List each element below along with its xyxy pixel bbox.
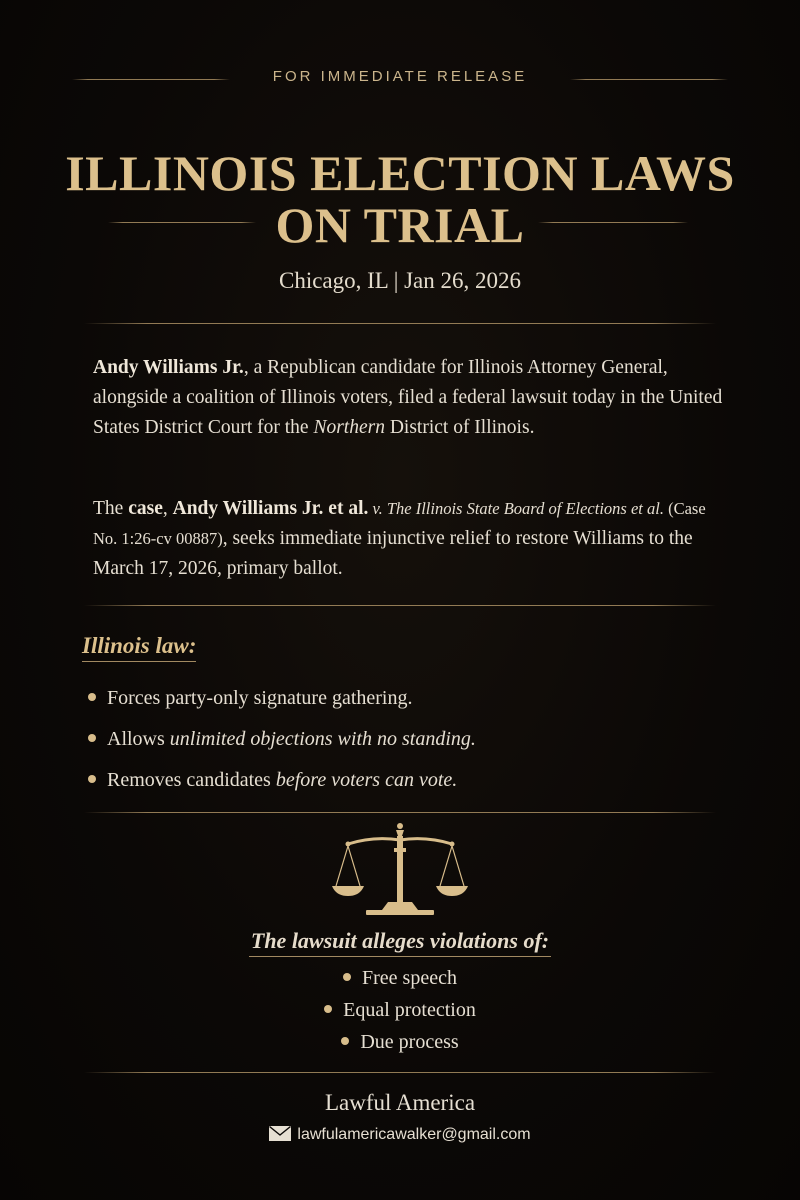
case-paragraph [93,494,723,584]
item-italic: unlimited objections with no standing. [169,728,476,750]
violations-heading-wrap [0,928,800,957]
list-item [88,725,476,766]
violations-list [0,964,800,1060]
case-plaintiff: Andy Williams Jr. et al. [172,498,369,519]
list-item [0,1028,800,1060]
contact-email [0,1126,800,1144]
headline-line-2: ON TRIAL [275,197,525,253]
bullet-icon [343,973,351,981]
case-text-rest: , seeks immediate injunctive relief to restore Williams to the March 17, 2026, primary ballot. [93,528,693,579]
list-item [0,964,800,996]
violation-label: Free speech [362,967,457,989]
bullet-icon [341,1037,349,1045]
violation-label: Equal protection [343,999,476,1021]
case-comma: , [162,498,173,519]
case-text-the: The [93,498,129,519]
intro-text-b: District of Illinois. [384,417,535,438]
bullet-icon [88,693,96,701]
item-plain: Removes candidates [107,769,276,791]
item-plain: Forces party-only signature gathering. [107,687,413,709]
list-item [88,684,476,725]
case-defendant: v. The Illinois State Board of Elections et al. [368,499,664,518]
case-word: case [128,498,163,519]
case-number: (Case No. 1:26-cv 00887) [93,499,706,548]
divider-1 [84,323,716,324]
divider-3 [84,812,716,813]
candidate-name: Andy Williams Jr. [93,357,244,378]
divider-2 [84,605,716,606]
list-item [0,996,800,1028]
item-italic: before voters can vote. [275,769,458,791]
violations-heading: The lawsuit alleges violations of: [249,928,551,957]
list-item [88,766,476,807]
violation-label: Due process [360,1031,459,1053]
intro-paragraph [93,353,723,443]
bullet-icon [88,775,96,783]
intro-district: Northern [313,417,385,438]
intro-text-a: , a Republican candidate for Illinois Attorney General, alongside a coalition of Illinois voters, filed a federal lawsuit today in the United States District Court for the [93,357,723,438]
release-kicker: FOR IMMEDIATE RELEASE [272,68,528,85]
dateline: Chicago, IL | Jan 26, 2026 [278,268,522,293]
scales-of-justice-icon [330,820,470,920]
bullet-icon [324,1005,332,1013]
headline-line-1: ILLINOIS ELECTION LAWS [65,145,735,201]
organization-name: Lawful America [324,1090,476,1115]
item-plain: Allows [107,728,170,750]
illinois-law-list [88,684,476,807]
envelope-icon [269,1126,291,1141]
divider-4 [84,1072,716,1073]
bullet-icon [88,734,96,742]
email-address[interactable]: lawfulamericawalker@gmail.com [297,1126,531,1143]
illinois-law-heading: Illinois law: [82,633,196,662]
